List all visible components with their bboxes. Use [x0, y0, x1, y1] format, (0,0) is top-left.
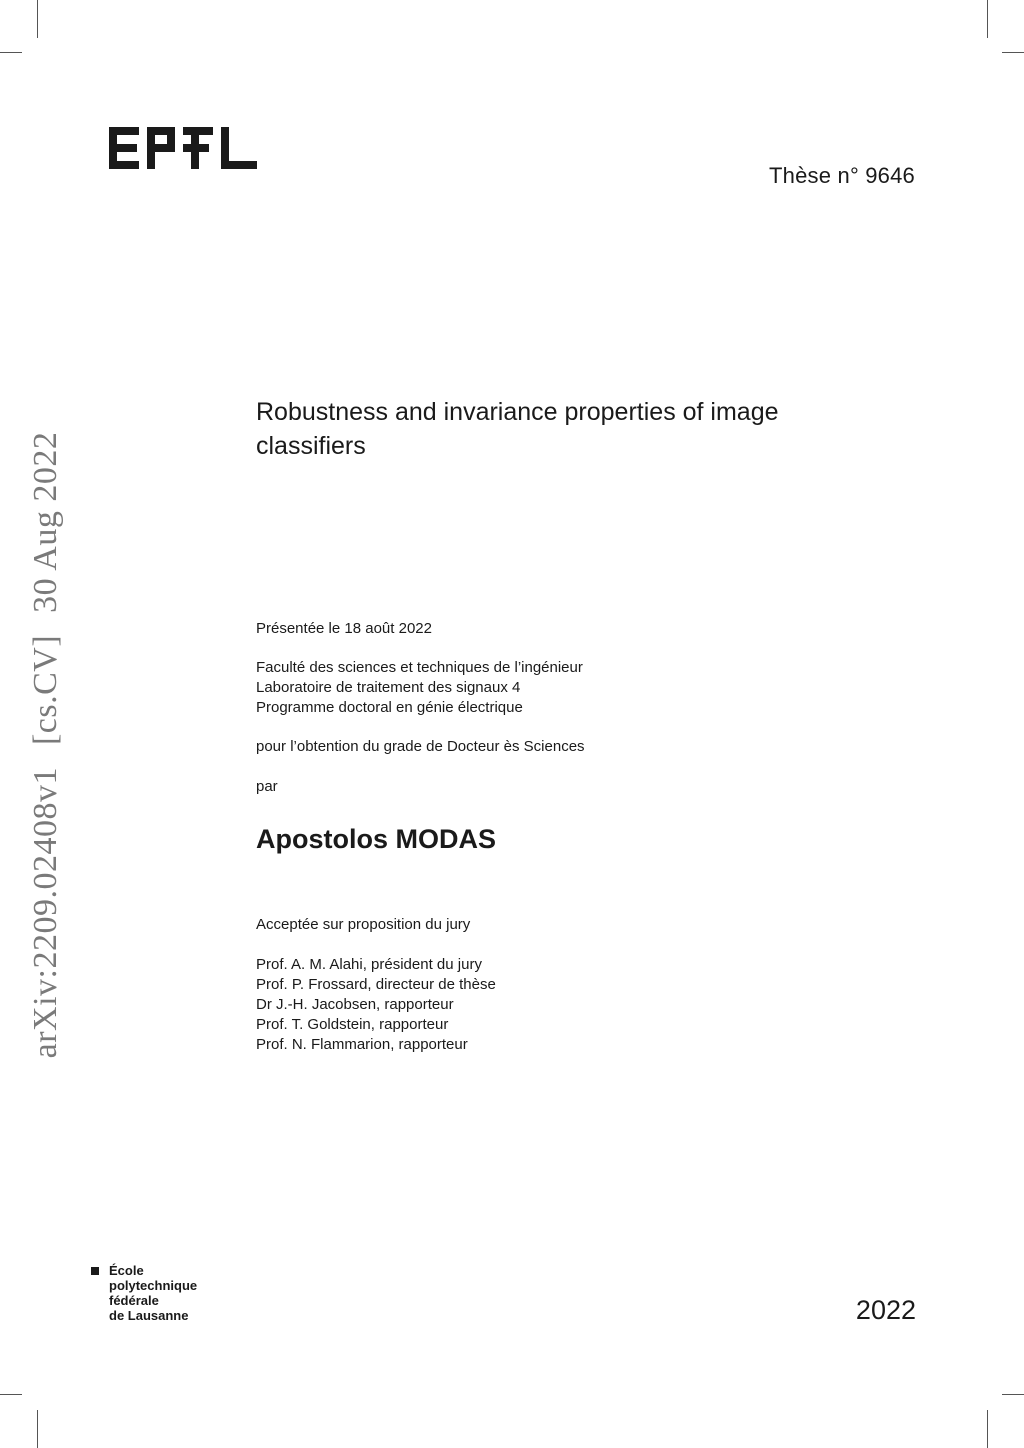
presentation-date: Présentée le 18 août 2022: [256, 620, 432, 637]
school-line: École: [109, 1263, 144, 1278]
degree-text: pour l’obtention du grade de Docteur ès Sciences: [256, 738, 585, 755]
jury-list: [256, 955, 496, 1055]
affiliation-line: Programme doctoral en génie électrique: [256, 699, 523, 716]
arxiv-stamp: [27, 432, 65, 1059]
school-line: fédérale: [109, 1293, 159, 1308]
school-line: de Lausanne: [109, 1308, 189, 1323]
epfl-logo: [109, 127, 257, 169]
title-line: Robustness and invariance properties of image: [256, 398, 779, 426]
crop-mark: [1002, 52, 1024, 53]
affiliation-block: [256, 658, 583, 718]
crop-mark: [37, 1410, 38, 1448]
affiliation-line: Laboratoire de traitement des signaux 4: [256, 679, 521, 696]
author-name: Apostolos MODAS: [256, 824, 496, 854]
crop-mark: [987, 0, 988, 38]
crop-mark: [987, 1410, 988, 1448]
crop-mark: [0, 1394, 22, 1395]
arxiv-category: [cs.CV]: [27, 634, 64, 746]
crop-mark: [0, 52, 22, 53]
jury-member: Dr J.-H. Jacobsen, rapporteur: [256, 996, 454, 1013]
school-name: [91, 1263, 197, 1323]
title-line: classifiers: [256, 432, 366, 460]
year: 2022: [855, 1295, 916, 1325]
affiliation-line: Faculté des sciences et techniques de l’ingénieur: [256, 659, 583, 676]
jury-member: Prof. A. M. Alahi, président du jury: [256, 956, 482, 973]
par-text: par: [256, 778, 278, 795]
jury-member: Prof. P. Frossard, directeur de thèse: [256, 976, 496, 993]
thesis-title: [256, 395, 856, 463]
arxiv-id: arXiv:2209.02408v1: [27, 767, 64, 1059]
school-line: polytechnique: [109, 1278, 198, 1293]
crop-mark: [1002, 1394, 1024, 1395]
jury-member: Prof. T. Goldstein, rapporteur: [256, 1016, 449, 1033]
thesis-number: Thèse n° 9646: [769, 163, 915, 188]
jury-heading: Acceptée sur proposition du jury: [256, 916, 471, 933]
jury-member: Prof. N. Flammarion, rapporteur: [256, 1036, 468, 1053]
crop-mark: [37, 0, 38, 38]
arxiv-date: 30 Aug 2022: [27, 431, 64, 613]
square-bullet-icon: [91, 1267, 99, 1275]
